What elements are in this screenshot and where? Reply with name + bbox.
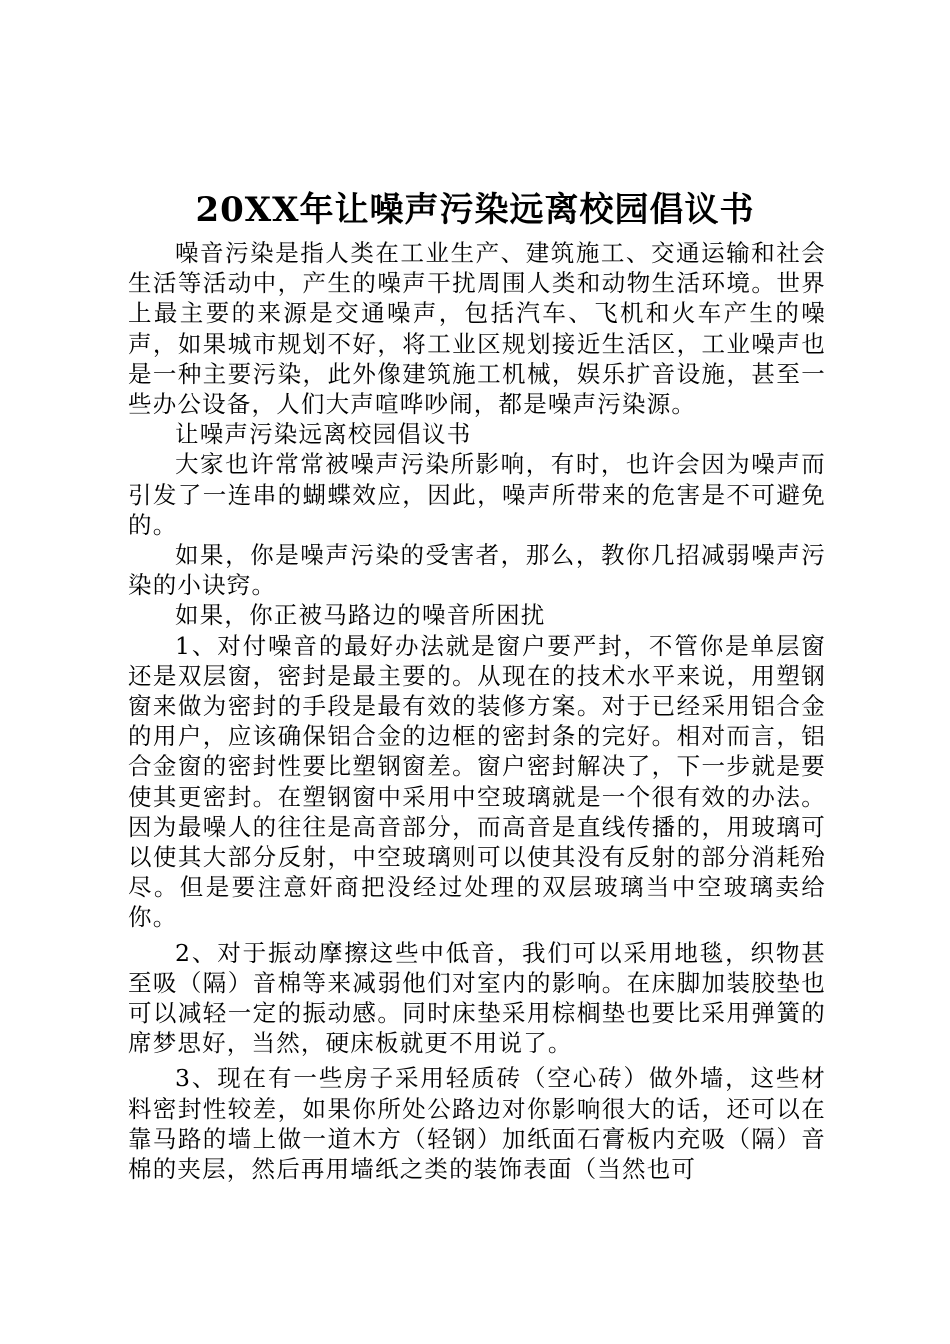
paragraph-roadside-noise: 如果，你正被马路边的噪音所困扰 bbox=[175, 601, 546, 630]
paragraph-tip-1-windows: 1、对付噪音的最好办法就是窗户要严封，不管你是单层窗还是双层窗，密封是最主要的。从现在的技术水平来说，用塑钢窗来做为密封的手段是最有效的装修方案。对于已经采用铝合金的用户，应该确保铝合金的边框的密封条的完好。相对而言，铝合金窗的密封性要比塑钢窗差。窗户密封解决了，下一步就是要使其更密封。在塑钢窗中采用中空玻璃就是一个很有效的办法。因为最噪人的往往是高音部分，而高音是直线传播的，用玻璃可以使其大部分反射，中空玻璃则可以使其没有反射的部分消耗殆尽。但是要注意奸商把没经过处理的双层玻璃当中空玻璃卖给你。 bbox=[128, 631, 826, 932]
paragraph-butterfly-effect: 大家也许常常被噪声污染所影响，有时，也许会因为噪声而引发了一连串的蝴蝶效应，因此，噪声所带来的危害是不可避免的。 bbox=[128, 450, 826, 539]
paragraph-subtitle: 让噪声污染远离校园倡议书 bbox=[175, 420, 472, 449]
document-title: 20XX年让噪声污染远离校园倡议书 bbox=[195, 190, 755, 230]
document-body bbox=[128, 238, 826, 1184]
paragraph-noise-definition: 噪音污染是指人类在工业生产、建筑施工、交通运输和社会生活等活动中，产生的噪声干扰周围人类和动物生活环境。世界上最主要的来源是交通噪声，包括汽车、飞机和火车产生的噪声，如果城市规划不好，将工业区规划接近生活区，工业噪声也是一种主要污染，此外像建筑施工机械，娱乐扩音设施，甚至一些办公设备，人们大声喧哗吵闹，都是噪声污染源。 bbox=[128, 239, 826, 419]
paragraph-tip-3-walls: 3、现在有一些房子采用轻质砖（空心砖）做外墙，这些材料密封性较差，如果你所处公路边对你影响很大的话，还可以在靠马路的墙上做一道木方（轻钢）加纸面石膏板内充吸（隔）音棉的夹层，然后再用墙纸之类的装饰表面（当然也可 bbox=[128, 1064, 826, 1184]
paragraph-tip-2-vibration: 2、对于振动摩擦这些中低音，我们可以采用地毯，织物甚至吸（隔）音棉等来减弱他们对室内的影响。在床脚加装胶垫也可以减轻一定的振动感。同时床垫采用棕榈垫也要比采用弹簧的席梦思好，当然，硬床板就更不用说了。 bbox=[128, 938, 826, 1058]
paragraph-tips-intro: 如果，你是噪声污染的受害者，那么，教你几招减弱噪声污染的小诀窍。 bbox=[128, 541, 826, 600]
